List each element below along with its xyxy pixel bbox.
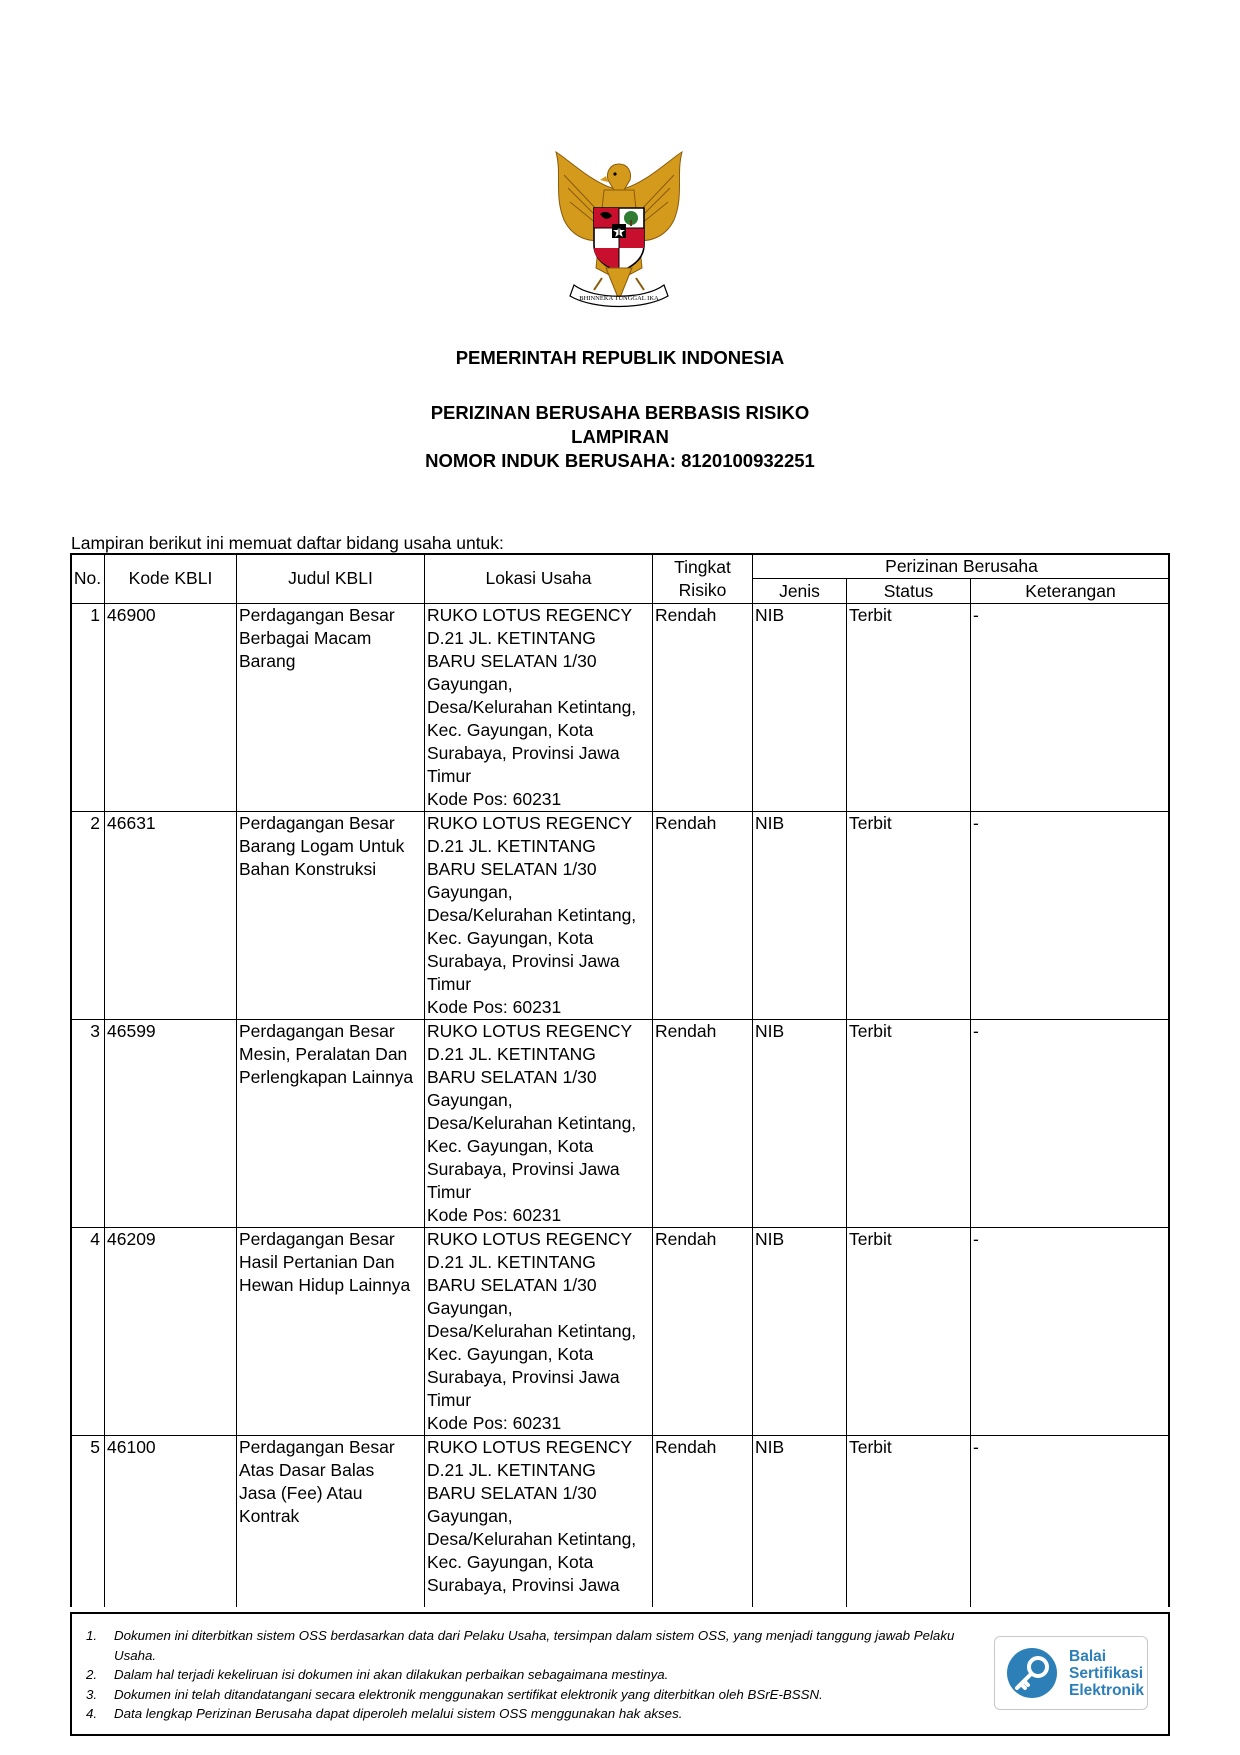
cell-lokasi-usaha — [425, 812, 653, 1020]
bsre-logo-text — [1069, 1648, 1144, 1699]
cell-judul-kbli — [237, 1228, 425, 1436]
table-row — [71, 1436, 1171, 1608]
cell-lokasi-usaha-line: BARU SELATAN 1/30 — [427, 1067, 597, 1087]
cell-judul-kbli — [237, 1020, 425, 1228]
footer-note — [84, 1665, 984, 1685]
cell-no: 1 — [71, 604, 105, 812]
cell-lokasi-usaha-line: RUKO LOTUS REGENCY — [427, 813, 633, 833]
cell-status: Terbit — [847, 1436, 971, 1608]
cell-kode-kbli: 46900 — [105, 604, 237, 812]
cell-lokasi-usaha-line: D.21 JL. KETINTANG — [427, 836, 596, 856]
cell-lokasi-usaha-line: Desa/Kelurahan Ketintang, — [427, 1113, 637, 1133]
cell-judul-kbli — [237, 812, 425, 1020]
note-number: 2. — [86, 1667, 98, 1682]
note-number: 4. — [86, 1706, 98, 1721]
cell-lokasi-usaha-line: Kec. Gayungan, Kota — [427, 928, 594, 948]
cell-status: Terbit — [847, 812, 971, 1020]
header-lokasi-usaha: Lokasi Usaha — [425, 554, 653, 604]
cell-lokasi-usaha-line: D.21 JL. KETINTANG — [427, 1044, 596, 1064]
cell-lokasi-usaha-line: Kec. Gayungan, Kota — [427, 1344, 594, 1364]
bsre-line-3: Elektronik — [1069, 1681, 1144, 1699]
cell-lokasi-usaha-line: BARU SELATAN 1/30 — [427, 1483, 597, 1503]
cell-lokasi-usaha-line: Surabaya, Provinsi Jawa — [427, 1575, 620, 1595]
title-line-1: PERIZINAN BERUSAHA BERBASIS RISIKO — [430, 402, 810, 423]
header-no: No. — [71, 554, 105, 604]
cell-keterangan: - — [971, 812, 1171, 1020]
note-text: Dokumen ini diterbitkan sistem OSS berdasarkan data dari Pelaku Usaha, tersimpan dalam sistem OSS, yang menjadi tanggung jawab Pelaku Usaha. — [114, 1628, 955, 1663]
cell-lokasi-usaha-line: RUKO LOTUS REGENCY — [427, 1229, 633, 1249]
cell-lokasi-usaha-line: Timur — [427, 1390, 472, 1410]
cell-lokasi-usaha-line: D.21 JL. KETINTANG — [427, 1460, 596, 1480]
cell-judul-kbli — [237, 1436, 425, 1608]
footer-notes-box — [70, 1612, 1170, 1736]
cell-no: 3 — [71, 1020, 105, 1228]
title-line-2: LAMPIRAN — [571, 426, 669, 447]
bsre-line-2: Sertifikasi — [1069, 1664, 1144, 1682]
document-title — [0, 401, 1240, 473]
cell-kode-kbli: 46209 — [105, 1228, 237, 1436]
cell-lokasi-usaha-line: BARU SELATAN 1/30 — [427, 1275, 597, 1295]
cell-lokasi-usaha-line: Surabaya, Provinsi Jawa — [427, 951, 620, 971]
note-text: Dalam hal terjadi kekeliruan isi dokumen ini akan dilakukan perbaikan sebagaimana mestinya. — [114, 1667, 669, 1682]
cell-lokasi-usaha-line: BARU SELATAN 1/30 — [427, 859, 597, 879]
cell-kode-kbli: 46599 — [105, 1020, 237, 1228]
cell-jenis: NIB — [753, 1020, 847, 1228]
cell-lokasi-usaha-line: Gayungan, — [427, 1090, 513, 1110]
cell-judul-kbli-line: Perdagangan Besar — [239, 605, 395, 625]
cell-jenis: NIB — [753, 1228, 847, 1436]
cell-lokasi-usaha-line: Timur — [427, 1182, 472, 1202]
cell-judul-kbli-line: Kontrak — [239, 1506, 300, 1526]
note-number: 3. — [86, 1686, 98, 1702]
footer-note — [84, 1685, 984, 1705]
cell-lokasi-usaha — [425, 1020, 653, 1228]
cell-judul-kbli-line: Barang — [239, 651, 296, 671]
cell-lokasi-usaha-line: RUKO LOTUS REGENCY — [427, 1437, 633, 1457]
cell-judul-kbli-line: Atas Dasar Balas — [239, 1460, 375, 1480]
cell-judul-kbli-line: Hewan Hidup Lainnya — [239, 1275, 411, 1295]
cell-tingkat-risiko: Rendah — [653, 604, 753, 812]
cell-lokasi-usaha-line: Surabaya, Provinsi Jawa — [427, 1159, 620, 1179]
bsre-line-1: Balai — [1069, 1647, 1107, 1665]
cell-lokasi-usaha-line: RUKO LOTUS REGENCY — [427, 1021, 633, 1041]
cell-judul-kbli-line: Mesin, Peralatan Dan — [239, 1044, 408, 1064]
cell-judul-kbli-line: Berbagai Macam — [239, 628, 372, 648]
header-jenis: Jenis — [753, 579, 847, 604]
cell-lokasi-usaha-line: Kec. Gayungan, Kota — [427, 1552, 594, 1572]
note-text: Dokumen ini telah ditandatangani secara elektronik menggunakan sertifikat elektronik yang diterbitkan oleh BSrE-BSSN. — [114, 1686, 823, 1702]
cell-tingkat-risiko: Rendah — [653, 1020, 753, 1228]
table-row — [71, 604, 1171, 812]
cell-lokasi-usaha-line: Kode Pos: 60231 — [427, 997, 562, 1017]
cell-lokasi-usaha-line: Kode Pos: 60231 — [427, 1413, 562, 1433]
cell-lokasi-usaha-line: Kec. Gayungan, Kota — [427, 720, 594, 740]
business-fields-table — [70, 553, 1170, 1607]
cell-judul-kbli-line: Perdagangan Besar — [239, 813, 395, 833]
cell-judul-kbli-line: Perdagangan Besar — [239, 1437, 395, 1457]
cell-status: Terbit — [847, 1228, 971, 1436]
table-row — [71, 1228, 1171, 1436]
cell-keterangan: - — [971, 604, 1171, 812]
table-row — [71, 1020, 1171, 1228]
note-text: Data lengkap Perizinan Berusaha dapat diperoleh melalui sistem OSS menggunakan hak akses. — [114, 1706, 683, 1721]
garuda-pancasila-emblem — [534, 150, 704, 320]
cell-keterangan: - — [971, 1020, 1171, 1228]
footer-note — [84, 1704, 984, 1724]
cell-judul-kbli-line: Bahan Konstruksi — [239, 859, 377, 879]
cell-keterangan: - — [971, 1228, 1171, 1436]
cell-lokasi-usaha-line: Desa/Kelurahan Ketintang, — [427, 905, 637, 925]
svg-text:BHINNEKA TUNGGAL IKA: BHINNEKA TUNGGAL IKA — [579, 295, 659, 302]
cell-lokasi-usaha-line: Desa/Kelurahan Ketintang, — [427, 697, 637, 717]
cell-jenis: NIB — [753, 1436, 847, 1608]
cell-lokasi-usaha-line: Desa/Kelurahan Ketintang, — [427, 1321, 637, 1341]
cell-judul-kbli-line: Jasa (Fee) Atau — [239, 1483, 363, 1503]
cell-no: 4 — [71, 1228, 105, 1436]
cell-tingkat-risiko: Rendah — [653, 1436, 753, 1608]
cell-lokasi-usaha-line: D.21 JL. KETINTANG — [427, 628, 596, 648]
cell-no: 2 — [71, 812, 105, 1020]
header-judul-kbli: Judul KBLI — [237, 554, 425, 604]
cell-lokasi-usaha-line: Timur — [427, 974, 472, 994]
header-risiko-line-2: Risiko — [678, 579, 727, 600]
header-perizinan-berusaha: Perizinan Berusaha — [753, 554, 1171, 579]
cell-judul-kbli-line: Perdagangan Besar — [239, 1021, 395, 1041]
header-kode-kbli: Kode KBLI — [105, 554, 237, 604]
cell-kode-kbli: 46631 — [105, 812, 237, 1020]
cell-lokasi-usaha-line: Gayungan, — [427, 1298, 513, 1318]
cell-kode-kbli: 46100 — [105, 1436, 237, 1608]
cell-lokasi-usaha-line: D.21 JL. KETINTANG — [427, 1252, 596, 1272]
cell-lokasi-usaha — [425, 604, 653, 812]
footer-note — [84, 1626, 984, 1665]
table-row — [71, 812, 1171, 1020]
cell-lokasi-usaha-line: Timur — [427, 766, 472, 786]
cell-tingkat-risiko: Rendah — [653, 1228, 753, 1436]
header-risiko-line-1: Tingkat — [674, 556, 731, 577]
cell-lokasi-usaha-line: Gayungan, — [427, 882, 513, 902]
cell-lokasi-usaha-line: Desa/Kelurahan Ketintang, — [427, 1529, 637, 1549]
cell-lokasi-usaha-line: Surabaya, Provinsi Jawa — [427, 1367, 620, 1387]
cell-lokasi-usaha-line: RUKO LOTUS REGENCY — [427, 605, 633, 625]
cell-lokasi-usaha-line: BARU SELATAN 1/30 — [427, 651, 597, 671]
cell-judul-kbli-line: Barang Logam Untuk — [239, 836, 405, 856]
header-keterangan: Keterangan — [971, 579, 1171, 604]
header-tingkat-risiko — [653, 554, 753, 604]
cell-judul-kbli — [237, 604, 425, 812]
cell-lokasi-usaha-line: Gayungan, — [427, 1506, 513, 1526]
cell-lokasi-usaha — [425, 1228, 653, 1436]
cell-judul-kbli-line: Perdagangan Besar — [239, 1229, 395, 1249]
cell-no: 5 — [71, 1436, 105, 1608]
cell-status: Terbit — [847, 1020, 971, 1228]
cell-jenis: NIB — [753, 604, 847, 812]
cell-lokasi-usaha-line: Kec. Gayungan, Kota — [427, 1136, 594, 1156]
cell-judul-kbli-line: Hasil Pertanian Dan — [239, 1252, 395, 1272]
cell-status: Terbit — [847, 604, 971, 812]
note-number: 1. — [86, 1628, 98, 1643]
cell-lokasi-usaha-line: Kode Pos: 60231 — [427, 789, 562, 809]
cell-jenis: NIB — [753, 812, 847, 1020]
intro-text: Lampiran berikut ini memuat daftar bidang usaha untuk: — [71, 533, 504, 553]
title-line-3-nib: NOMOR INDUK BERUSAHA: 8120100932251 — [425, 450, 815, 471]
footer-notes — [84, 1626, 984, 1724]
government-heading: PEMERINTAH REPUBLIK INDONESIA — [455, 347, 785, 368]
cell-lokasi-usaha — [425, 1436, 653, 1608]
cell-keterangan: - — [971, 1436, 1171, 1608]
cell-lokasi-usaha-line: Kode Pos: 60231 — [427, 1205, 562, 1225]
cell-judul-kbli-line: Perlengkapan Lainnya — [239, 1067, 414, 1087]
bsre-key-icon — [1005, 1646, 1059, 1700]
cell-tingkat-risiko: Rendah — [653, 812, 753, 1020]
header-status: Status — [847, 579, 971, 604]
bsre-logo — [994, 1636, 1148, 1710]
cell-lokasi-usaha-line: Gayungan, — [427, 674, 513, 694]
cell-lokasi-usaha-line: Surabaya, Provinsi Jawa — [427, 743, 620, 763]
